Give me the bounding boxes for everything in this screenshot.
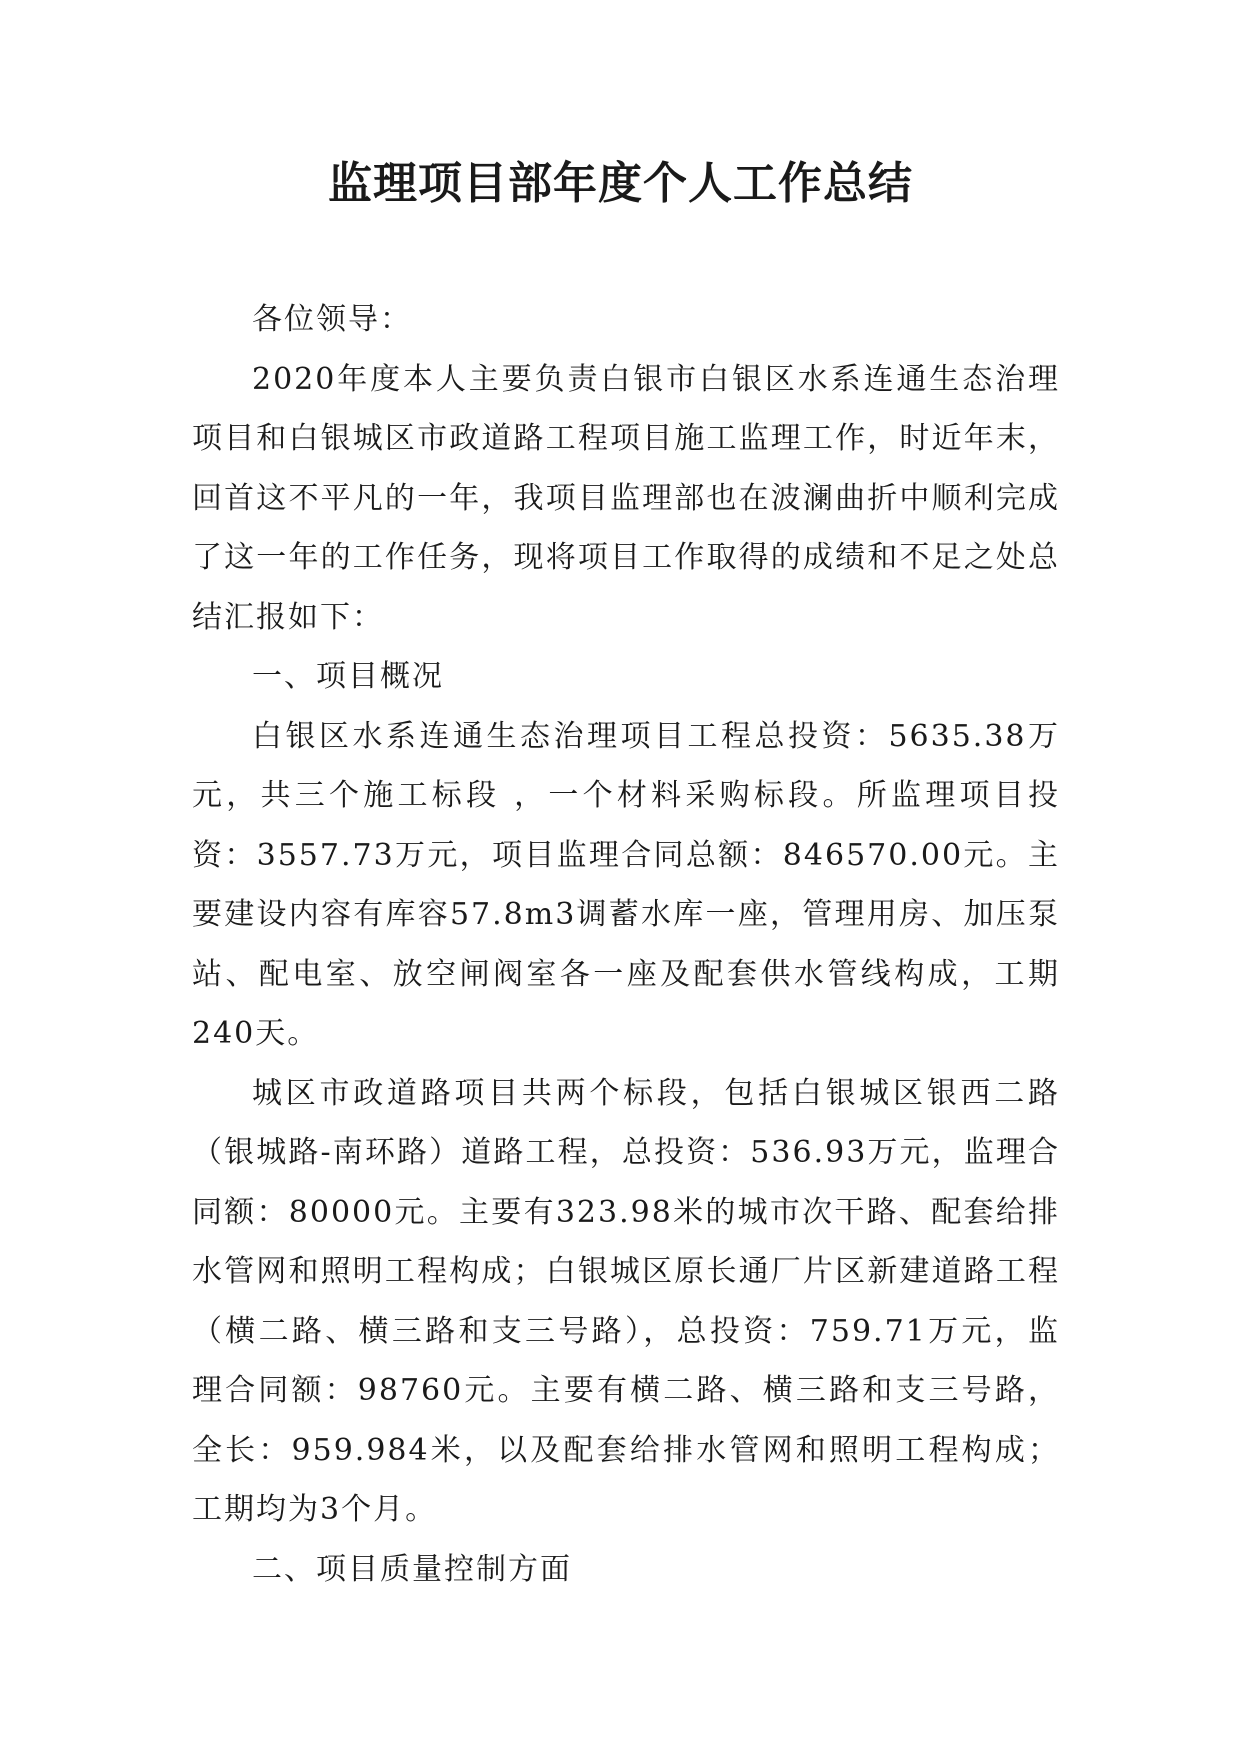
document-body (192, 290, 1060, 1599)
section-heading-quality: 二、项目质量控制方面 (252, 1551, 572, 1587)
section-heading-overview: 一、项目概况 (252, 659, 444, 694)
document-title: 监理项目部年度个人工作总结 (328, 158, 913, 209)
overview-paragraph-water: 白银区水系连通生态治理项目工程总投资：5635.38万元，共三个施工标段 ，一个材料采购标段。所监理项目投资：3557.73万元，项目监理合同总额：846570.00元。主要建设内容有库容57.8m3调蓄水库一座，管理用房、加压泵站、配电室、放空闸阀室各一座及配套供水管线构成，工期240天。 (192, 718, 1060, 1051)
salutation: 各位领导： (252, 302, 412, 337)
intro-paragraph: 2020年度本人主要负责白银市白银区水系连通生态治理项目和白银城区市政道路工程项目施工监理工作，时近年末，回首这不平凡的一年，我项目监理部也在波澜曲折中顺利完成了这一年的工作任务，现将项目工作取得的成绩和不足之处总结汇报如下： (192, 361, 1060, 635)
overview-paragraph-roads: 城区市政道路项目共两个标段，包括白银城区银西二路（银城路-南环路）道路工程，总投资：536.93万元，监理合同额：80000元。主要有323.98米的城市次干路、配套给排水管网和照明工程构成；白银城区原长通厂片区新建道路工程（横二路、横三路和支三号路），总投资：759.71万元，监理合同额：98760元。主要有横二路、横三路和支三号路，全长：959.984米，以及配套给排水管网和照明工程构成；工期均为3个月。 (192, 1075, 1060, 1527)
